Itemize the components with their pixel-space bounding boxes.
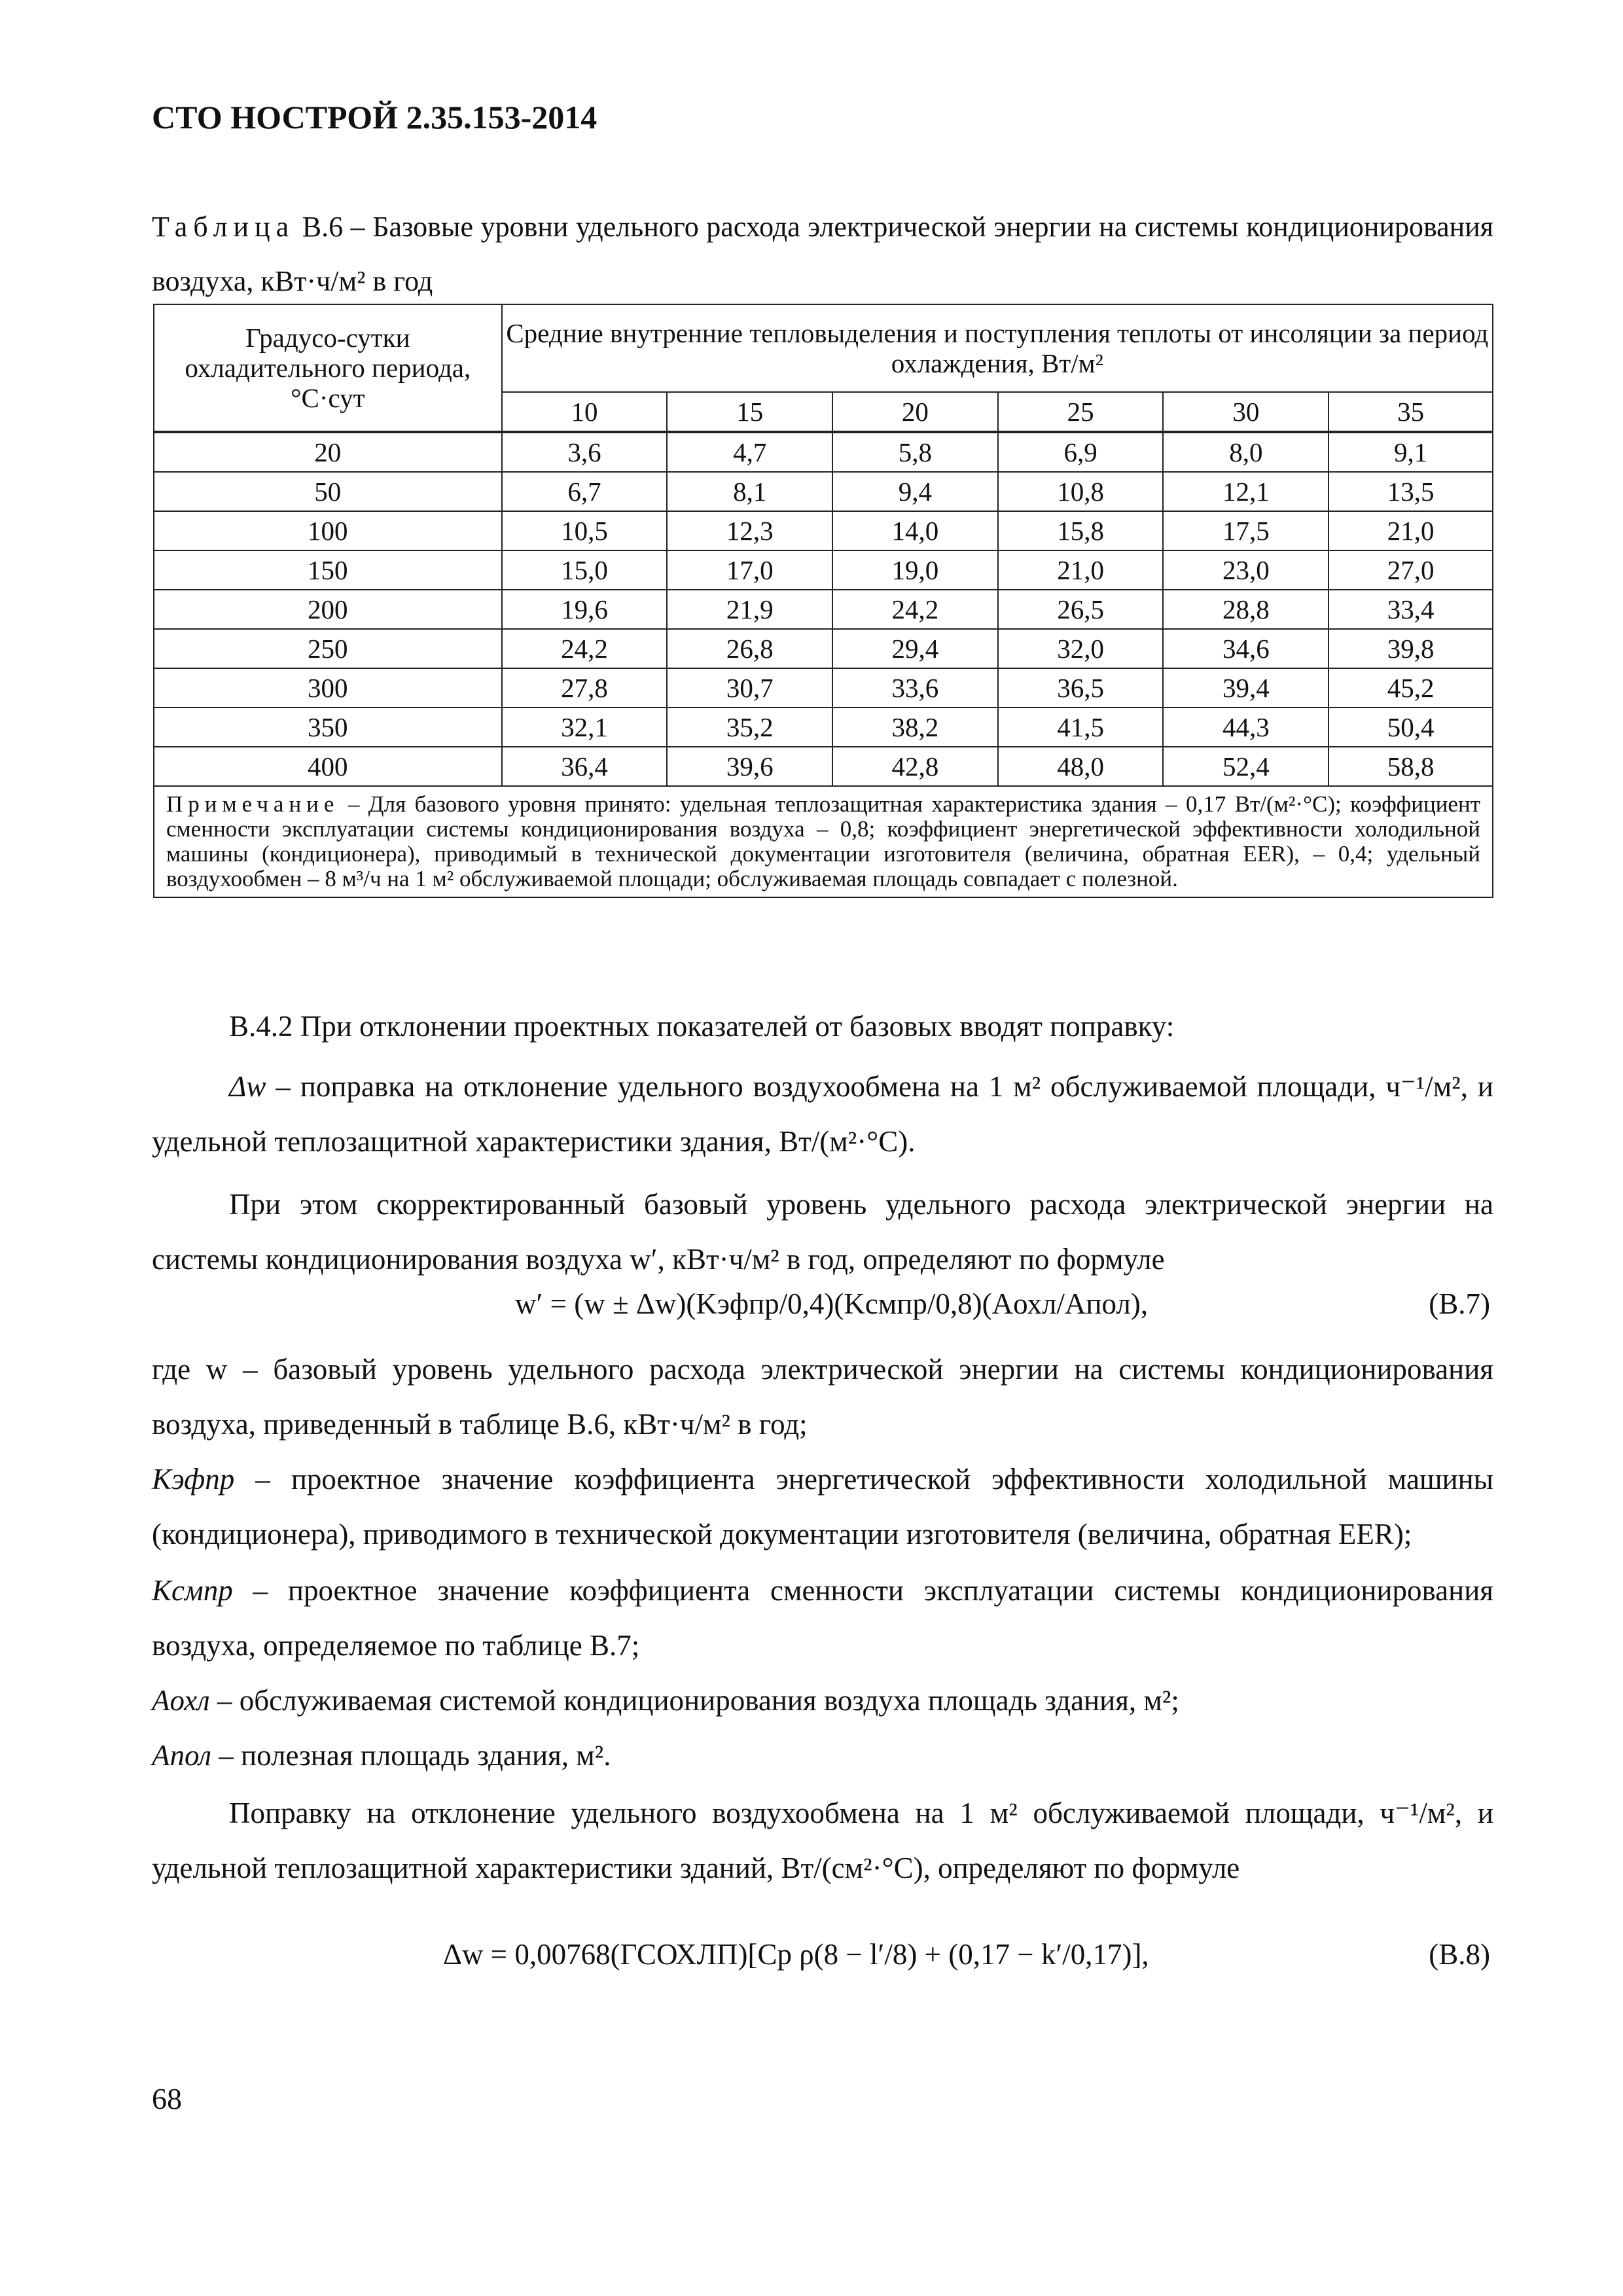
formula-b8 <box>152 1937 1493 2003</box>
value-cell: 39,6 <box>667 747 832 786</box>
table-row <box>154 432 1493 472</box>
table-note-text: – Для базового уровня принято: удельная теплозащитная характеристика здания – 0,17 Вт/(м²·°С); коэффициент сменности эксплуатации системы кондиционирования воздуха – 0,8; коэффициент энергетической эффективности холодильной машины (кондиционера), приводимый в технической документации изготовителя (величина, обратная EER), – 0,4; удельный воздухообмен – 8 м³/ч на 1 м² обслуживаемой площади; обслуживаемая площадь совпадает с полезной. <box>166 791 1480 891</box>
value-cell: 35,2 <box>667 708 832 747</box>
value-cell: 12,3 <box>667 511 832 550</box>
formula-b7-number: (В.7) <box>1429 1287 1490 1320</box>
degree-days-cell: 350 <box>154 708 502 747</box>
k-ef-text: – проектное значение коэффициента энергетической эффективности холодильной машины (кондиционера), приводимого в технической документации изготовителя (величина, обратная EER); <box>152 1463 1493 1551</box>
value-cell: 38,2 <box>832 708 998 747</box>
value-cell: 32,0 <box>998 629 1164 668</box>
degree-days-cell: 400 <box>154 747 502 786</box>
formula-b8-expression: Δw = 0,00768(ГСОХЛП)[Cp ρ(8 − l′/8) + (0,17 − k′/0,17)], <box>443 1938 1149 1971</box>
value-cell: 19,0 <box>832 550 998 590</box>
degree-days-cell: 200 <box>154 590 502 629</box>
degree-days-cell: 100 <box>154 511 502 550</box>
value-cell: 42,8 <box>832 747 998 786</box>
formula-b8-number: (В.8) <box>1429 1938 1490 1971</box>
table-note <box>154 786 1493 897</box>
table-row <box>154 668 1493 708</box>
paragraph-a-ohl <box>152 1673 1493 1728</box>
value-cell: 33,4 <box>1329 590 1493 629</box>
value-cell: 29,4 <box>832 629 998 668</box>
value-cell: 6,7 <box>502 472 668 511</box>
formula-b7-expression: w′ = (w ± Δw)(Kэфпр/0,4)(Kсмпр/0,8)(Aохл/Aпол), <box>515 1287 1149 1320</box>
value-cell: 19,6 <box>502 590 668 629</box>
value-cell: 23,0 <box>1163 550 1329 590</box>
delta-w-symbol: Δw <box>229 1070 266 1103</box>
value-cell: 26,8 <box>667 629 832 668</box>
document-header: СТО НОСТРОЙ 2.35.153-2014 <box>152 99 597 135</box>
value-cell: 15,0 <box>502 550 668 590</box>
degree-days-cell: 50 <box>154 472 502 511</box>
value-cell: 34,6 <box>1163 629 1329 668</box>
value-cell: 9,1 <box>1329 432 1493 472</box>
table-caption-label: Таблица <box>152 211 295 243</box>
value-cell: 36,4 <box>502 747 668 786</box>
column-header-cell: 15 <box>667 392 832 432</box>
value-cell: 39,8 <box>1329 629 1493 668</box>
value-cell: 44,3 <box>1163 708 1329 747</box>
a-ohl-text: – обслуживаемая системой кондиционирования воздуха площадь здания, м²; <box>209 1684 1179 1717</box>
table-row <box>154 511 1493 550</box>
table-caption-text: В.6 – Базовые уровни удельного расхода электрической энергии на системы кондиционирования воздуха, кВт·ч/м² в год <box>152 211 1494 297</box>
row-header-cell: Градусо-сутки охладительного периода, °С·сут <box>154 304 502 432</box>
value-cell: 48,0 <box>998 747 1164 786</box>
value-cell: 14,0 <box>832 511 998 550</box>
value-cell: 45,2 <box>1329 668 1493 708</box>
formula-b7 <box>152 1287 1493 1339</box>
value-cell: 10,8 <box>998 472 1164 511</box>
value-cell: 13,5 <box>1329 472 1493 511</box>
value-cell: 8,0 <box>1163 432 1329 472</box>
value-cell: 36,5 <box>998 668 1164 708</box>
degree-days-cell: 20 <box>154 432 502 472</box>
group-header-cell: Средние внутренние тепловыделения и поступления теплоты от инсоляции за период охлаждения, Вт/м² <box>502 304 1493 392</box>
degree-days-cell: 300 <box>154 668 502 708</box>
column-header-cell: 10 <box>502 392 668 432</box>
paragraph-where-w: где w – базовый уровень удельного расхода электрической энергии на системы кондиционирования воздуха, приведенный в таблице В.6, кВт·ч/м² в год; <box>152 1353 1493 1441</box>
value-cell: 52,4 <box>1163 747 1329 786</box>
value-cell: 27,0 <box>1329 550 1493 590</box>
k-sm-symbol: Kсмпр <box>152 1574 233 1607</box>
page-number: 68 <box>152 2082 182 2115</box>
table-row <box>154 590 1493 629</box>
table-row <box>154 472 1493 511</box>
value-cell: 15,8 <box>998 511 1164 550</box>
value-cell: 17,0 <box>667 550 832 590</box>
k-sm-text: – проектное значение коэффициента сменности эксплуатации системы кондиционирования воздуха, определяемое по таблице В.7; <box>152 1574 1493 1662</box>
paragraph-k-sm <box>152 1563 1493 1673</box>
value-cell: 26,5 <box>998 590 1164 629</box>
column-header-cell: 25 <box>998 392 1164 432</box>
paragraph-corrected-level: При этом скорректированный базовый уровень удельного расхода электрической энергии на системы кондиционирования воздуха w′, кВт·ч/м² в год, определяют по формуле <box>152 1188 1493 1276</box>
value-cell: 28,8 <box>1163 590 1329 629</box>
paragraph-b42: В.4.2 При отклонении проектных показателей от базовых вводят поправку: <box>229 1010 1175 1043</box>
value-cell: 58,8 <box>1329 747 1493 786</box>
value-cell: 6,9 <box>998 432 1164 472</box>
energy-table <box>153 304 1493 898</box>
value-cell: 50,4 <box>1329 708 1493 747</box>
degree-days-cell: 250 <box>154 629 502 668</box>
value-cell: 21,0 <box>998 550 1164 590</box>
delta-w-text: – поправка на отклонение удельного воздухообмена на 1 м² обслуживаемой площади, ч⁻¹/м², и удельной теплозащитной характеристики здания, Вт/(м²·°С). <box>152 1070 1493 1158</box>
value-cell: 39,4 <box>1163 668 1329 708</box>
value-cell: 8,1 <box>667 472 832 511</box>
value-cell: 3,6 <box>502 432 668 472</box>
value-cell: 21,0 <box>1329 511 1493 550</box>
value-cell: 24,2 <box>832 590 998 629</box>
table-row <box>154 629 1493 668</box>
paragraph-a-pol <box>152 1728 1493 1783</box>
paragraph-correction: Поправку на отклонение удельного воздухообмена на 1 м² обслуживаемой площади, ч⁻¹/м², и удельной теплозащитной характеристики зданий, Вт/(см²·°С), определяют по формуле <box>152 1797 1493 1884</box>
a-pol-symbol: Aпол <box>152 1739 211 1772</box>
table-row <box>154 708 1493 747</box>
table-note-label: Примечание <box>166 791 340 817</box>
value-cell: 10,5 <box>502 511 668 550</box>
paragraph-delta-w <box>152 1059 1493 1169</box>
table-row <box>154 747 1493 786</box>
a-ohl-symbol: Aохл <box>152 1684 210 1717</box>
value-cell: 4,7 <box>667 432 832 472</box>
table-caption <box>152 200 1493 308</box>
a-pol-text: – полезная площадь здания, м². <box>211 1739 611 1772</box>
value-cell: 30,7 <box>667 668 832 708</box>
value-cell: 24,2 <box>502 629 668 668</box>
value-cell: 17,5 <box>1163 511 1329 550</box>
value-cell: 12,1 <box>1163 472 1329 511</box>
column-header-cell: 30 <box>1163 392 1329 432</box>
column-header-cell: 20 <box>832 392 998 432</box>
value-cell: 21,9 <box>667 590 832 629</box>
table-row <box>154 550 1493 590</box>
degree-days-cell: 150 <box>154 550 502 590</box>
value-cell: 27,8 <box>502 668 668 708</box>
paragraph-k-ef <box>152 1452 1493 1562</box>
value-cell: 33,6 <box>832 668 998 708</box>
value-cell: 5,8 <box>832 432 998 472</box>
value-cell: 41,5 <box>998 708 1164 747</box>
value-cell: 9,4 <box>832 472 998 511</box>
value-cell: 32,1 <box>502 708 668 747</box>
column-header-cell: 35 <box>1329 392 1493 432</box>
k-ef-symbol: Kэфпр <box>152 1463 235 1496</box>
